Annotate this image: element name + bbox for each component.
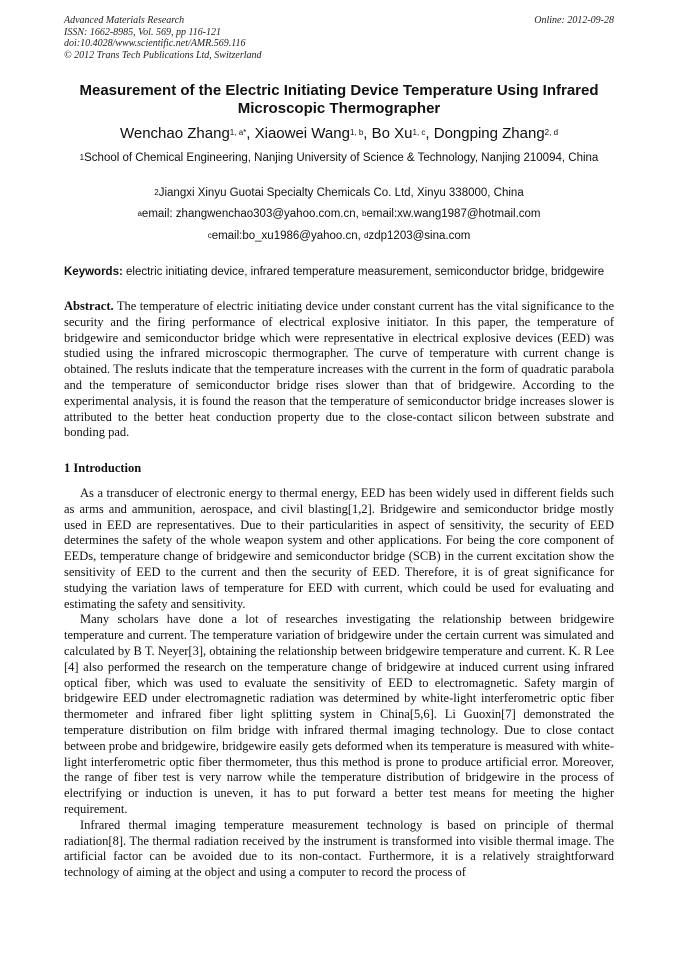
online-date: Online: 2012-09-28	[534, 15, 614, 26]
email-text: zdp1203@sina.com	[368, 230, 471, 242]
email-mark: c	[207, 231, 212, 240]
journal-name: Advanced Materials Research	[64, 15, 185, 26]
keywords-text: electric initiating device, infrared temperature measurement, semiconductor bridge, bridgewire	[122, 266, 605, 278]
affiliation-text: School of Chemical Engineering, Nanjing University of Science & Technology, Nanjing 210094, China	[84, 152, 599, 164]
introduction-body	[64, 486, 614, 881]
author-affiliation-mark: 2, d	[544, 128, 559, 137]
paragraph: As a transducer of electronic energy to thermal energy, EED has been widely used in different fields such as arms and ammunition, aerospace, and civil blasting[1,2]. Bridgewire and semiconductor bridge mostly used in EED are representatives. Due to their particularities in aspect of sensitivity, the security of EED determines the safety of the whole weapon system and other applications. For being the core component of EEDs, temperature change of bridgewire and semiconductor bridge (SCB) in the current excitation show the sensitivity of EED to the current and then the security of EED. Therefore, it is of great significance for studying the variation laws of temperature for EED with current, which could be used for evaluating and estimating the safety and sensitivity.	[64, 486, 614, 611]
abstract-text: The temperature of electric initiating device under constant current has the vital significance to the security and the firing performance of electrical explosive initiator. In this paper, the temperature of bridgewire and semiconductor bridge which were representative in electrical explosive devices (EED) was studied using the infrared microscopic thermographer. The curve of temperature with current change is obtained. The resluts indicate that the temperature increases with the current in the form of quadratic parabola and the temperature of semiconductor bridge rises slower than that of bridgewire. According to the experimental analysis, it is found the reason that the temperature of semiconductor bridge increases slower is attributed to the better heat conduction property due to the close-contact silicon between substrate and bonding pad.	[64, 299, 614, 440]
author-name: Dongping Zhang	[433, 125, 545, 142]
email-line-1	[64, 207, 614, 222]
affiliation-1	[64, 151, 614, 166]
email-text: email:bo_xu1986@yahoo.cn,	[211, 230, 365, 242]
journal-header	[64, 15, 262, 61]
affiliation-text: Jiangxi Xinyu Guotai Specialty Chemicals Co. Ltd, Xinyu 338000, China	[158, 187, 524, 199]
email-mark: b	[362, 209, 367, 218]
issn-line: ISSN: 1662-8985, Vol. 569, pp 116-121	[64, 26, 222, 38]
keywords	[64, 265, 614, 280]
abstract	[64, 299, 614, 441]
author-name: Wenchao Zhang	[119, 125, 230, 142]
affiliation-mark: 1	[79, 153, 85, 162]
email-mark: a	[137, 209, 142, 218]
author-name: Xiaowei Wang	[254, 125, 350, 142]
paragraph: Many scholars have done a lot of researches investigating the relationship between bridgewire temperature and current. The temperature variation of bridgewire under the certain current was simulated and calculated by B T. Neyer[3], obtaining the relationship between bridgewire temperature and current. K. R Lee [4] also performed the research on the temperature change of bridgewire at induced current using infrared optical fiber, which was used to evaluate the sensitivity of EED to electromagnetic. Safety margin of bridgewire EED under electromagnetic radiation was determined by white-light interferometric optic fiber thermometer and infrared fiber light splitting system in China[5,6]. Li Guoxin[7] demonstrated the temperature distribution on film bridge with infrared thermal imaging technology. Due to close contact between probe and bridgewire, bridgewire easily gets deformed when its temperature is measured with white-light interferometric optic fiber thermometer, thus this method is prone to produce artificial error. Moreover, the range of fiber test is very narrow while the temperature distribution of bridgewire in the process of electrifying or induction is uneven, it has to put forward a better test means for meeting the higher requirement.	[64, 612, 614, 816]
author-affiliation-mark: 1, b	[349, 128, 364, 137]
section-heading: 1 Introduction	[64, 461, 142, 475]
copyright-line: © 2012 Trans Tech Publications Ltd, Switzerland	[64, 49, 262, 61]
affiliation-2	[64, 186, 614, 201]
email-line-2	[64, 229, 614, 244]
author-list: Wenchao Zhang$^{1, a*}$, Xiaowei Wang$^{1, b}$, Bo Xu$^{1, c}$, Dongping Zhang$^{2, d}$	[119, 125, 559, 142]
email-mark: d	[364, 231, 369, 240]
email-text: email:xw.wang1987@hotmail.com	[366, 208, 541, 220]
author-affiliation-mark: 1, a*	[229, 128, 247, 137]
paper-title: Measurement of the Electric Initiating Device Temperature Using Infrared Microscopic Thermographer	[79, 82, 599, 117]
doi-line: doi:10.4028/www.scientific.net/AMR.569.116	[64, 38, 246, 49]
paragraph: Infrared thermal imaging temperature measurement technology is based on principle of thermal radiation[8]. The thermal radiation received by the instrument is transformed into visible thermal image. The artificial factor can be avoided due to its non-contact. Furthermore, it is a relatively straightforward technology of aiming at the object and using a computer to record the process of	[64, 817, 614, 880]
abstract-label: Abstract.	[64, 299, 114, 313]
affiliation-mark: 2	[154, 188, 159, 197]
keywords-label: Keywords:	[64, 266, 123, 278]
author-name: Bo Xu	[371, 125, 413, 142]
author-affiliation-mark: 1, c	[412, 128, 426, 137]
email-text: email: zhangwenchao303@yahoo.com.cn,	[141, 208, 363, 220]
